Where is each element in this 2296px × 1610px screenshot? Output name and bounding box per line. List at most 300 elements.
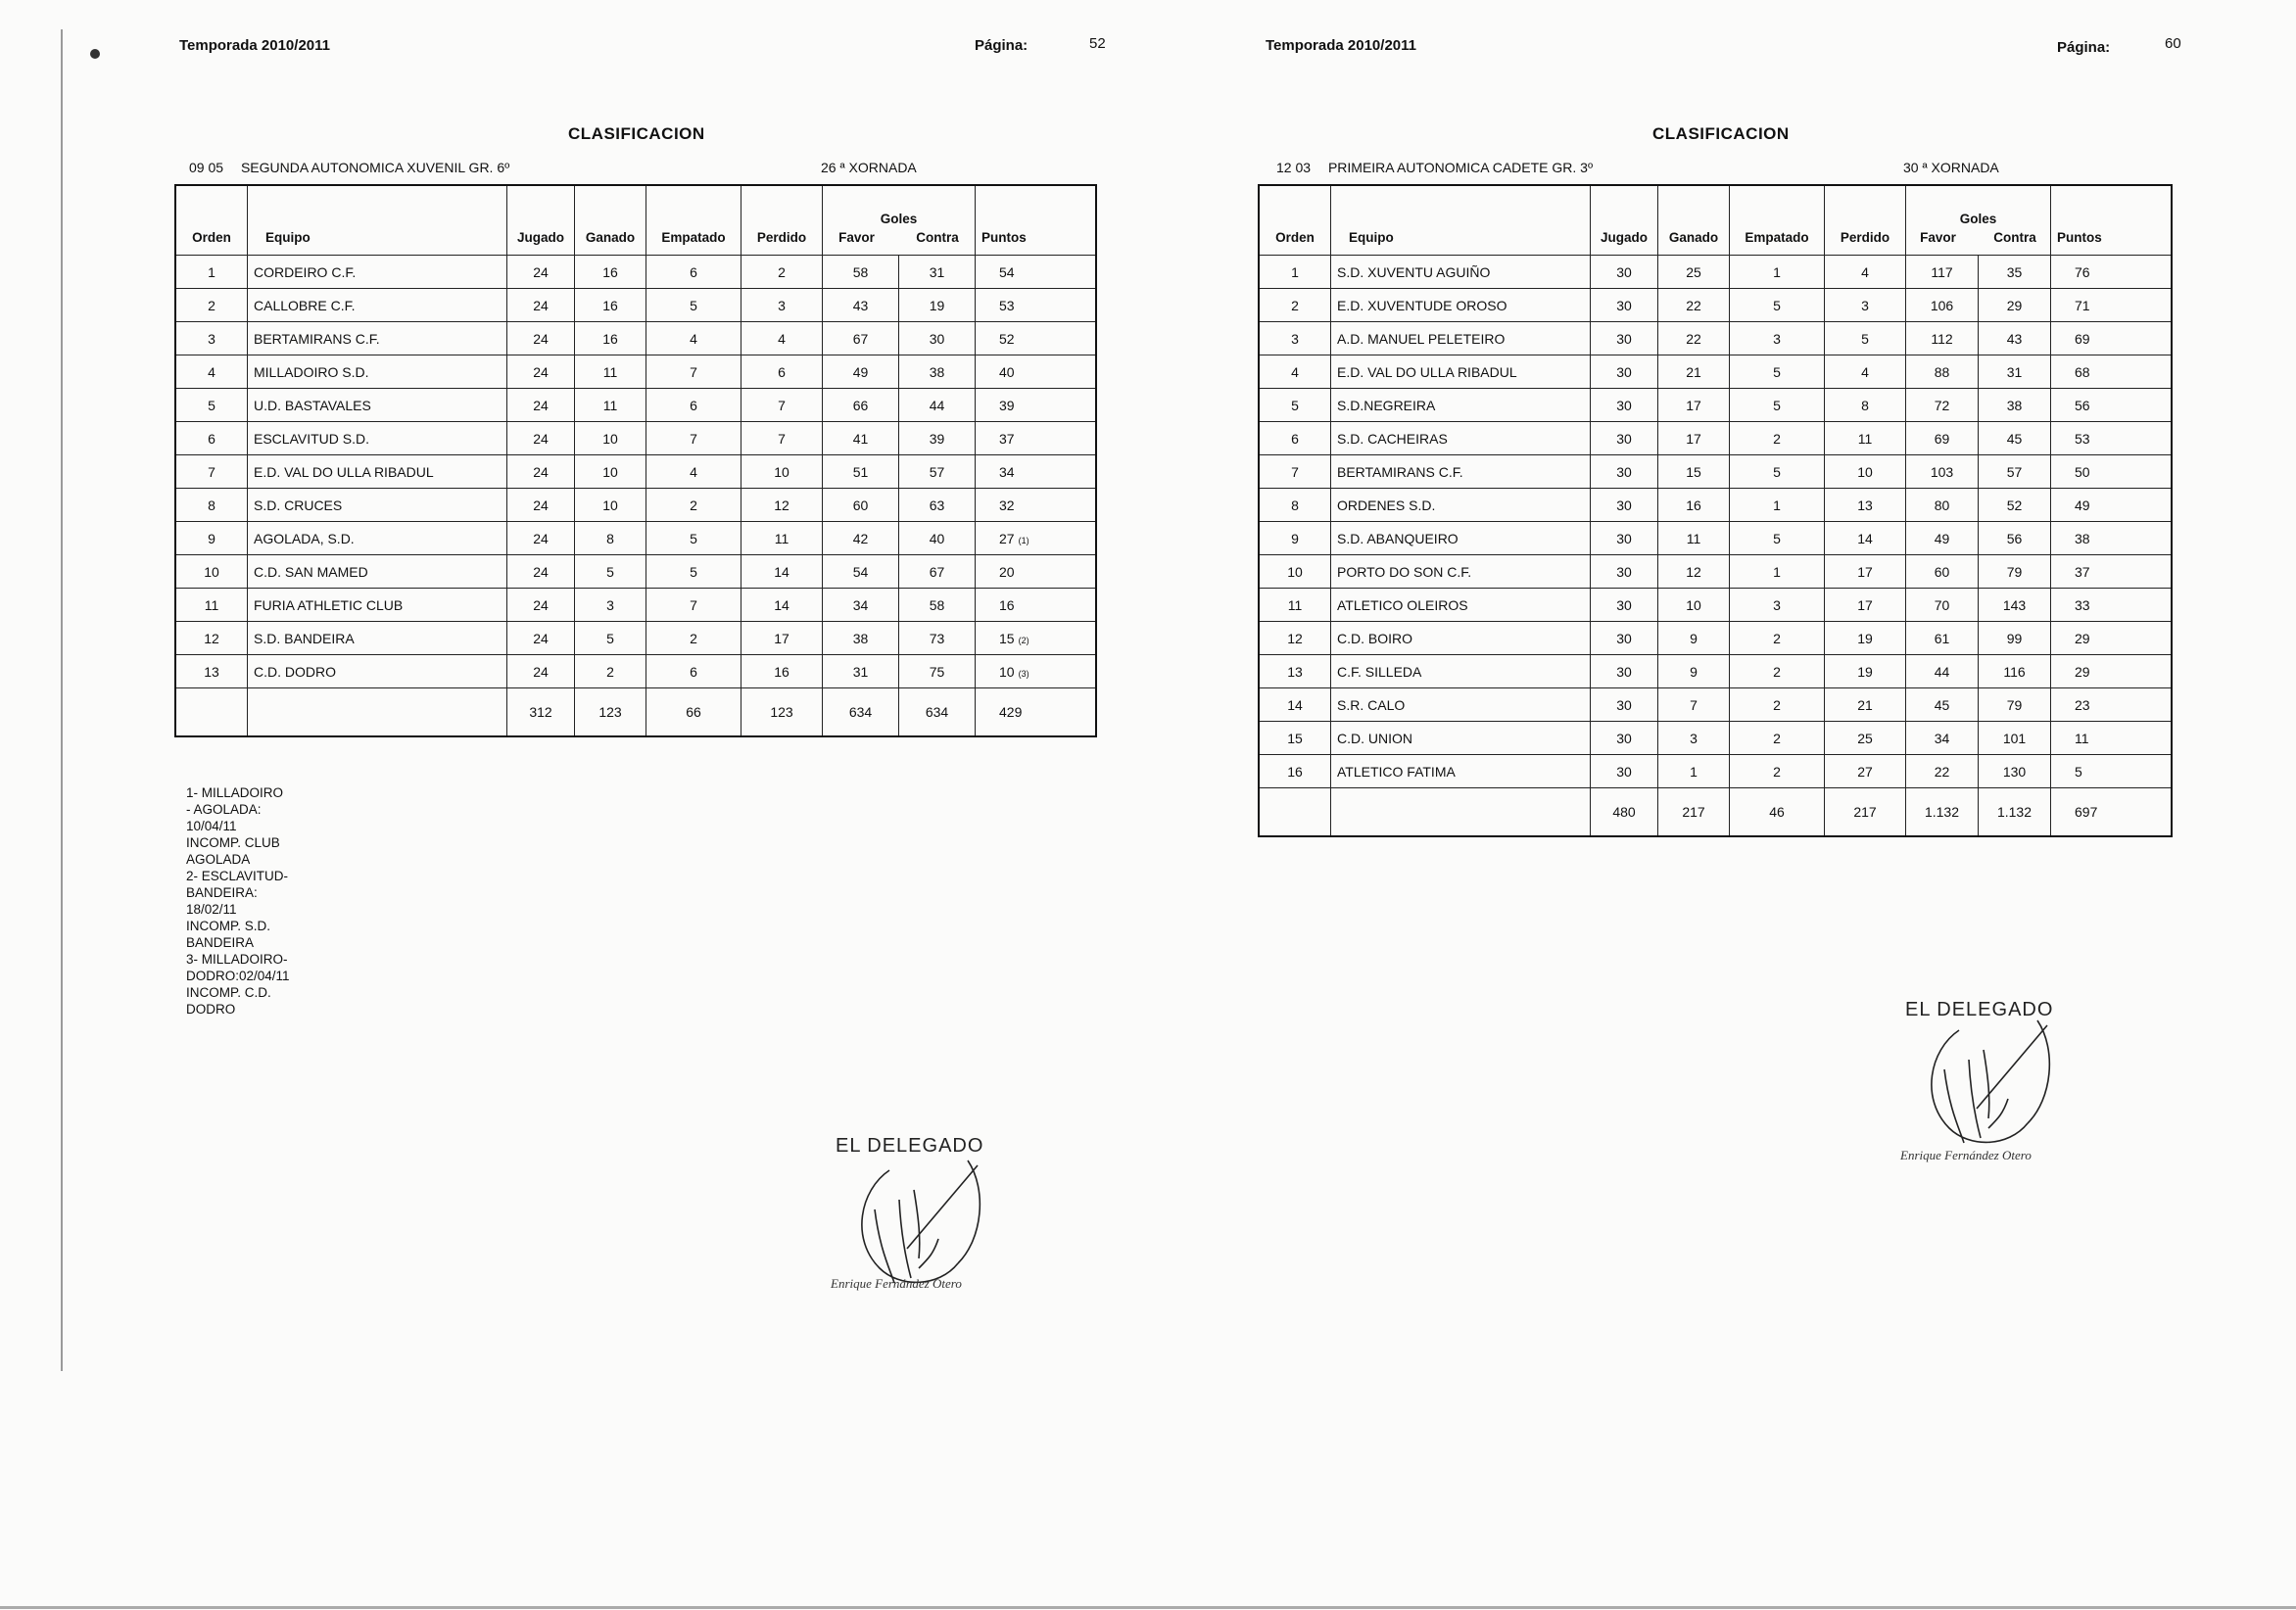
cell-jugado [1591,256,1658,289]
footnote: 1- MILLADOIRO - AGOLADA: 10/04/11 INCOMP. CLUB AGOLADA [186,785,284,867]
table-row [175,256,1096,289]
totals-row [1259,788,2172,837]
table-body [1259,256,2172,837]
favor-value: 34 [1934,730,1950,746]
contra-value: 79 [2006,563,2023,580]
cell-empatado [1730,555,1825,589]
signature-name: Enrique Fernández Otero [831,1276,962,1291]
cell-contra [1979,522,2051,555]
favor-value: 31 [852,663,869,680]
empatado-value: 7 [690,430,697,447]
cell-ganado [575,389,646,422]
cell-jugado [1591,589,1658,622]
cell-contra [899,655,976,688]
cell-contra [1979,589,2051,622]
table-row [1259,455,2172,489]
scan-edge-line [61,29,63,1371]
contra-value: 38 [929,363,945,380]
page-number: 52 [1089,35,1106,52]
orden-value: 8 [1291,497,1299,513]
equipo-value: C.F. SILLEDA [1337,663,1422,680]
competition-code: 09 05 [189,160,224,175]
col-puntos: Puntos [2051,185,2173,256]
equipo-value: C.D. BOIRO [1337,630,1413,646]
equipo-value: ATLETICO OLEIROS [1337,596,1468,613]
competition-name: PRIMEIRA AUTONOMICA CADETE GR. 3º [1327,160,1594,175]
cell-favor [1906,589,1979,622]
favor-value: 42 [852,530,869,546]
ganado-value: 5 [606,563,614,580]
cell-perdido [741,489,823,522]
perdido-value: 11 [774,530,789,546]
empatado-value: 5 [1773,530,1781,546]
orden-value: 3 [208,330,215,347]
cell-perdido [1825,389,1906,422]
cell-puntos [2051,622,2173,655]
favor-value: 41 [852,430,869,447]
contra-value: 79 [2006,696,2023,713]
orden-value: 7 [1291,463,1299,480]
orden-value: 7 [208,463,215,480]
equipo-value: S.D. ABANQUEIRO [1337,530,1459,546]
cell-orden [175,256,248,289]
cell-equipo [1331,489,1591,522]
cell-empatado [1730,389,1825,422]
cell-ganado [1658,589,1730,622]
favor-value: 88 [1934,363,1950,380]
orden-value: 12 [1287,630,1303,646]
jugado-value: 30 [1616,630,1632,646]
puntos-value: 56 [2075,397,2090,413]
cell-equipo [1331,555,1591,589]
jugado-value: 30 [1616,297,1632,313]
cell-jugado [507,589,575,622]
puntos-value: 50 [2075,463,2090,480]
cell-puntos [2051,289,2173,322]
cell-favor [823,389,899,422]
cell-favor [823,256,899,289]
cell-favor [823,322,899,355]
table-header-row [1259,185,2172,256]
favor-value: 58 [852,263,869,280]
ganado-value: 16 [602,297,618,313]
cell-empatado [646,256,741,289]
table-row [175,289,1096,322]
puntos-value: 37 [2075,563,2090,580]
cell-perdido [741,322,823,355]
ganado-value: 16 [602,263,618,280]
cell-puntos [976,555,1097,589]
empatado-value: 1 [1773,263,1781,280]
cell-ganado [1658,422,1730,455]
cell-puntos [976,522,1097,555]
favor-value: 49 [1934,530,1950,546]
favor-value: 51 [852,463,869,480]
table-row [1259,688,2172,722]
orden-value: 2 [208,297,215,313]
table-row [1259,355,2172,389]
cell-favor [823,489,899,522]
orden-value: 15 [1287,730,1303,746]
footnotes [186,784,290,1018]
perdido-value: 4 [1861,363,1869,380]
favor-value: 60 [852,497,869,513]
favor-value: 106 [1930,297,1954,313]
cell-empatado [646,389,741,422]
cell-empatado [646,589,741,622]
favor-value: 72 [1934,397,1950,413]
cell-ganado [1658,489,1730,522]
jugado-value: 24 [533,497,549,513]
table-row [175,589,1096,622]
perdido-value: 12 [774,497,789,513]
cell-equipo [1331,722,1591,755]
col-puntos: Puntos [976,185,1097,256]
perdido-value: 19 [1857,630,1873,646]
cell-empatado [1730,622,1825,655]
orden-value: 16 [1287,763,1303,780]
col-contra: Contra [916,230,959,245]
equipo-value: C.D. SAN MAMED [254,563,368,580]
ganado-value: 10 [602,463,618,480]
contra-value: 99 [2006,630,2023,646]
footnote-ref: (2) [1018,635,1029,645]
cell-perdido [1825,655,1906,688]
favor-value: 49 [852,363,869,380]
empatado-value: 7 [690,363,697,380]
puntos-value: 37 [999,430,1015,447]
col-equipo: Equipo [248,185,507,256]
ganado-value: 12 [1686,563,1701,580]
col-goles [823,185,976,256]
orden-value: 11 [204,596,219,613]
cell-orden [1259,589,1331,622]
contra-value: 67 [929,563,945,580]
cell-contra [899,622,976,655]
jugado-value: 24 [533,563,549,580]
perdido-value: 14 [774,563,789,580]
cell-contra [899,455,976,489]
jugado-value: 30 [1616,596,1632,613]
orden-value: 1 [208,263,215,280]
ganado-value: 10 [1686,596,1701,613]
total-perdido: 123 [741,688,823,737]
perdido-value: 11 [1857,430,1873,447]
table-body [175,256,1096,737]
table-row [1259,722,2172,755]
puntos-value: 20 [999,563,1015,580]
cell-perdido [1825,688,1906,722]
cell-contra [1979,655,2051,688]
equipo-value: MILLADOIRO S.D. [254,363,369,380]
cell-empatado [1730,722,1825,755]
perdido-value: 5 [1861,330,1869,347]
page-number: 60 [2165,35,2181,52]
ganado-value: 2 [606,663,614,680]
cell-empatado [1730,755,1825,788]
cell-favor [1906,322,1979,355]
jugado-value: 24 [533,263,549,280]
cell-contra [1979,622,2051,655]
cell-equipo [1331,355,1591,389]
cell-favor [1906,755,1979,788]
equipo-value: FURIA ATHLETIC CLUB [254,596,404,613]
cell-perdido [1825,755,1906,788]
cell-equipo [248,256,507,289]
cell-ganado [575,522,646,555]
equipo-value: S.D.NEGREIRA [1337,397,1436,413]
cell-jugado [507,622,575,655]
cell-favor [823,622,899,655]
total-ganado: 217 [1658,788,1730,837]
contra-value: 63 [929,497,945,513]
col-empatado: Empatado [646,185,741,256]
cell-ganado [575,289,646,322]
cell-empatado [1730,322,1825,355]
cell-puntos [976,355,1097,389]
ganado-value: 8 [606,530,614,546]
round-label: 30 ª XORNADA [1903,160,1999,175]
perdido-value: 6 [778,363,786,380]
cell-jugado [1591,355,1658,389]
puntos-value: 69 [2075,330,2090,347]
equipo-value: S.D. BANDEIRA [254,630,355,646]
total-favor: 634 [823,688,899,737]
contra-value: 57 [929,463,945,480]
cell-puntos [976,389,1097,422]
cell-ganado [1658,722,1730,755]
favor-value: 43 [852,297,869,313]
signature-stamp: EL DELEGADO [836,1135,984,1157]
perdido-value: 3 [778,297,786,313]
cell-equipo [248,389,507,422]
cell-perdido [741,289,823,322]
signature-stamp: EL DELEGADO [1905,999,2054,1020]
favor-value: 112 [1931,330,1953,347]
ganado-value: 16 [602,330,618,347]
cell-puntos [976,589,1097,622]
cell-favor [1906,256,1979,289]
table-row [1259,389,2172,422]
cell-perdido [1825,455,1906,489]
contra-value: 35 [2006,263,2023,280]
cell-equipo [1331,622,1591,655]
orden-value: 11 [1287,596,1303,613]
cell-puntos [2051,322,2173,355]
ganado-value: 11 [1686,530,1701,546]
cell-orden [175,455,248,489]
total-favor: 1.132 [1906,788,1979,837]
puntos-value: 16 [999,596,1015,613]
cell-puntos [976,455,1097,489]
perdido-value: 25 [1857,730,1873,746]
cell-contra [899,256,976,289]
jugado-value: 30 [1616,530,1632,546]
table-row [1259,489,2172,522]
cell-favor [823,555,899,589]
cell-equipo [1331,655,1591,688]
perdido-value: 7 [778,397,786,413]
cell-contra [1979,555,2051,589]
ganado-value: 15 [1686,463,1701,480]
jugado-value: 30 [1616,563,1632,580]
cell-favor [823,355,899,389]
empatado-value: 7 [690,596,697,613]
cell-perdido [741,455,823,489]
cell-contra [1979,455,2051,489]
orden-value: 8 [208,497,215,513]
equipo-value: BERTAMIRANS C.F. [254,330,380,347]
puntos-value: 39 [999,397,1015,413]
total-perdido: 217 [1825,788,1906,837]
cell-jugado [1591,455,1658,489]
favor-value: 66 [852,397,869,413]
cell-jugado [507,489,575,522]
cell-favor [1906,688,1979,722]
ganado-value: 1 [1690,763,1698,780]
contra-value: 45 [2006,430,2023,447]
footnote-ref: (1) [1018,535,1029,545]
cell-contra [1979,289,2051,322]
jugado-value: 30 [1616,397,1632,413]
cell-jugado [1591,555,1658,589]
cell-contra [899,322,976,355]
season-label: Temporada 2010/2011 [1266,37,1416,54]
table-row [1259,655,2172,688]
cell-perdido [1825,289,1906,322]
equipo-value: S.R. CALO [1337,696,1406,713]
empatado-value: 2 [1773,430,1781,447]
cell-jugado [507,555,575,589]
cell-empatado [646,422,741,455]
ganado-value: 22 [1686,297,1701,313]
cell-jugado [1591,422,1658,455]
cell-perdido [1825,555,1906,589]
empatado-value: 2 [1773,663,1781,680]
cell-favor [823,589,899,622]
cell-orden [175,322,248,355]
cell-perdido [741,655,823,688]
cell-ganado [1658,289,1730,322]
jugado-value: 30 [1616,663,1632,680]
contra-value: 39 [929,430,945,447]
jugado-value: 30 [1616,730,1632,746]
cell-equipo [248,589,507,622]
contra-value: 73 [929,630,945,646]
cell-ganado [575,589,646,622]
cell-orden [1259,555,1331,589]
cell-jugado [507,289,575,322]
total-empty [248,688,507,737]
total-contra: 634 [899,688,976,737]
cell-ganado [1658,455,1730,489]
cell-empatado [1730,355,1825,389]
cell-orden [1259,755,1331,788]
puntos-value: 54 [999,263,1015,280]
cell-perdido [1825,256,1906,289]
cell-favor [1906,722,1979,755]
empatado-value: 3 [1773,330,1781,347]
competition-name: SEGUNDA AUTONOMICA XUVENIL GR. 6º [240,160,510,175]
cell-ganado [1658,555,1730,589]
cell-jugado [507,422,575,455]
orden-value: 4 [208,363,215,380]
favor-value: 22 [1934,763,1950,780]
page-title: CLASIFICACION [1652,124,1790,143]
cell-ganado [1658,522,1730,555]
cell-jugado [507,322,575,355]
cell-jugado [507,355,575,389]
footnote-ref: (3) [1018,668,1029,679]
equipo-value: A.D. MANUEL PELETEIRO [1337,330,1506,347]
table-row [175,489,1096,522]
empatado-value: 5 [1773,397,1781,413]
equipo-value: PORTO DO SON C.F. [1337,563,1472,580]
cell-empatado [646,489,741,522]
cell-favor [1906,622,1979,655]
orden-value: 9 [1291,530,1299,546]
perdido-value: 14 [774,596,789,613]
contra-value: 116 [2003,663,2026,680]
season-label: Temporada 2010/2011 [179,37,330,54]
cell-ganado [575,455,646,489]
total-empatado: 46 [1730,788,1825,837]
cell-puntos [976,489,1097,522]
cell-contra [1979,389,2051,422]
jugado-value: 30 [1616,430,1632,447]
puntos-value: 23 [2075,696,2090,713]
contra-value: 31 [2006,363,2023,380]
puntos-value: 52 [999,330,1015,347]
empatado-value: 2 [1773,763,1781,780]
table-row [175,522,1096,555]
page-title: CLASIFICACION [568,124,705,143]
cell-puntos [2051,589,2173,622]
cell-orden [1259,256,1331,289]
contra-value: 101 [2002,730,2027,746]
puntos-value: 68 [2075,363,2090,380]
cell-empatado [646,655,741,688]
cell-contra [899,355,976,389]
perdido-value: 17 [1857,563,1873,580]
total-puntos: 697 [2051,788,2173,837]
cell-ganado [1658,622,1730,655]
puntos-value: 76 [2075,263,2090,280]
cell-orden [175,655,248,688]
total-ganado: 123 [575,688,646,737]
contra-value: 38 [2006,397,2023,413]
cell-ganado [1658,389,1730,422]
cell-perdido [1825,422,1906,455]
equipo-value: ESCLAVITUD S.D. [254,430,369,447]
orden-value: 5 [1291,397,1299,413]
cell-equipo [1331,422,1591,455]
cell-favor [823,422,899,455]
empatado-value: 5 [1773,463,1781,480]
cell-orden [1259,289,1331,322]
puntos-value: 32 [999,497,1015,513]
perdido-value: 4 [778,330,786,347]
col-orden: Orden [175,185,248,256]
cell-ganado [1658,755,1730,788]
equipo-value: U.D. BASTAVALES [254,397,371,413]
cell-contra [1979,755,2051,788]
competition-line [1276,160,1606,175]
puntos-value: 29 [2075,663,2090,680]
col-perdido: Perdido [1825,185,1906,256]
favor-value: 44 [1934,663,1950,680]
col-ganado: Ganado [575,185,646,256]
